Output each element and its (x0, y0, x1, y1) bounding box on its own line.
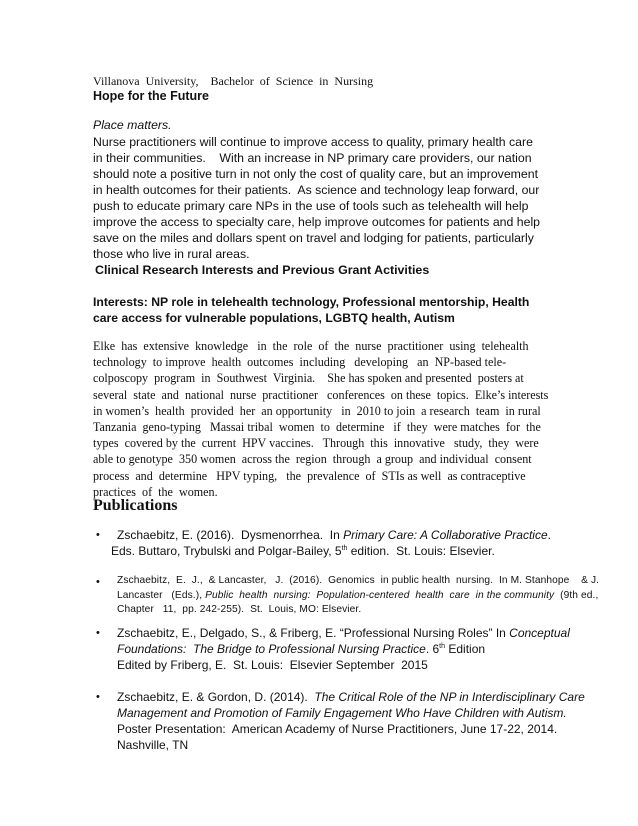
publication-line: Zschaebitz, E. (2016). Dysmenorrhea. In Primary Care: A Collaborative Practice. (117, 528, 551, 542)
research-line: several state and national nurse practitioner conferences on these topics. Elke’s interests (93, 387, 549, 402)
research-line: types covered by the current HPV vaccines. Through this innovative study, they were (93, 436, 539, 451)
publication-line: Lancaster (Eds.), Public health nursing: Population-centered health care in the community (9th ed., (117, 589, 599, 601)
bullet-marker: • (96, 576, 100, 588)
bullet-marker: • (96, 691, 100, 703)
research-line: technology to improve health outcomes including developing an NP-based tele- (93, 355, 507, 370)
publication-item (111, 527, 557, 559)
document-title: Hope for the Future (93, 89, 209, 103)
interests-line: Interests: NP role in telehealth technology, Professional mentorship, Health (93, 295, 530, 309)
publication-line: Edited by Friberg, E. St. Louis: Elsevier September 2015 (117, 658, 428, 672)
research-line: able to genotype 350 women across the region through a group and individual consent (93, 452, 532, 467)
intro-line: improve the access to specialty care, help improve outcomes for patients and help (93, 215, 541, 229)
publication-line: Zschaebitz, E. & Gordon, D. (2014). The Critical Role of the NP in Interdisciplinary Care (117, 690, 585, 704)
publication-line: Management and Promotion of Family Engagement Who Have Children with Autism. (117, 706, 567, 720)
intro-line: should note a positive turn in not only the cost of quality care, but an improvement (93, 167, 538, 181)
publication-line: Nashville, TN (117, 738, 189, 752)
bullet-marker: • (96, 529, 100, 541)
publication-line: Poster Presentation: American Academy of Nurse Practitioners, June 17-22, 2014. (117, 722, 558, 736)
research-line: practices of the women. (93, 484, 218, 499)
research-line: process and determine HPV typing, the prevalence of STIs as well as contraceptive (93, 468, 526, 483)
intro-line: in health outcomes for their patients. As science and technology leap forward, our (93, 183, 540, 197)
interests-line: care access for vulnerable populations, LGBTQ health, Autism (93, 311, 455, 325)
publication-line: Eds. Buttaro, Trybulski and Polgar-Bailey, 5th edition. St. Louis: Elsevier. (111, 544, 495, 558)
publication-line: Zschaebitz, E. J., & Lancaster, J. (2016). Genomics in public health nursing. In M. Stanhope & J. (117, 575, 600, 586)
interests-block (93, 294, 553, 326)
publication-item (117, 574, 600, 618)
place-matters-text: Place matters. (93, 118, 172, 132)
intro-line: those who live in rural areas. (93, 247, 250, 261)
publication-line: Foundations: The Bridge to Professional Nursing Practice. 6th Edition (117, 642, 486, 656)
intro-line: push to educate primary care NPs in the use of tools such as telehealth will help (93, 199, 529, 213)
research-paragraph (93, 338, 563, 500)
intro-paragraph (93, 134, 553, 262)
publication-item (117, 625, 570, 673)
publication-line: Chapter 11, pp. 242-255). St. Louis, MO: Elsevier. (117, 604, 362, 615)
research-line: Tanzania geno-typing Massai tribal women to determine if they were matches for the (93, 420, 541, 435)
bullet-marker: • (96, 627, 100, 639)
intro-line: save on the miles and dollars spent on travel and lodging for patients, particularly (93, 231, 534, 245)
intro-line: Nurse practitioners will continue to improve access to quality, primary health care (93, 135, 533, 149)
research-line: colposcopy program in Southwest Virginia. She has spoken and presented posters at (93, 371, 524, 386)
research-line: in women’s health provided her an opportunity in 2010 to join a research team in rural (93, 403, 541, 418)
research-line: Elke has extensive knowledge in the role of the nurse practitioner using telehealth (93, 339, 529, 353)
publication-item (117, 689, 585, 753)
university-line: Villanova University, Bachelor of Science in Nursing (93, 74, 374, 88)
publication-line: Zschaebitz, E., Delgado, S., & Friberg, E. “Professional Nursing Roles” In Conceptual (117, 626, 570, 640)
intro-line: in their communities. With an increase in NP primary care providers, our nation (93, 151, 532, 165)
research-heading: Clinical Research Interests and Previous Grant Activities (95, 263, 430, 277)
publications-heading: Publications (93, 497, 178, 514)
